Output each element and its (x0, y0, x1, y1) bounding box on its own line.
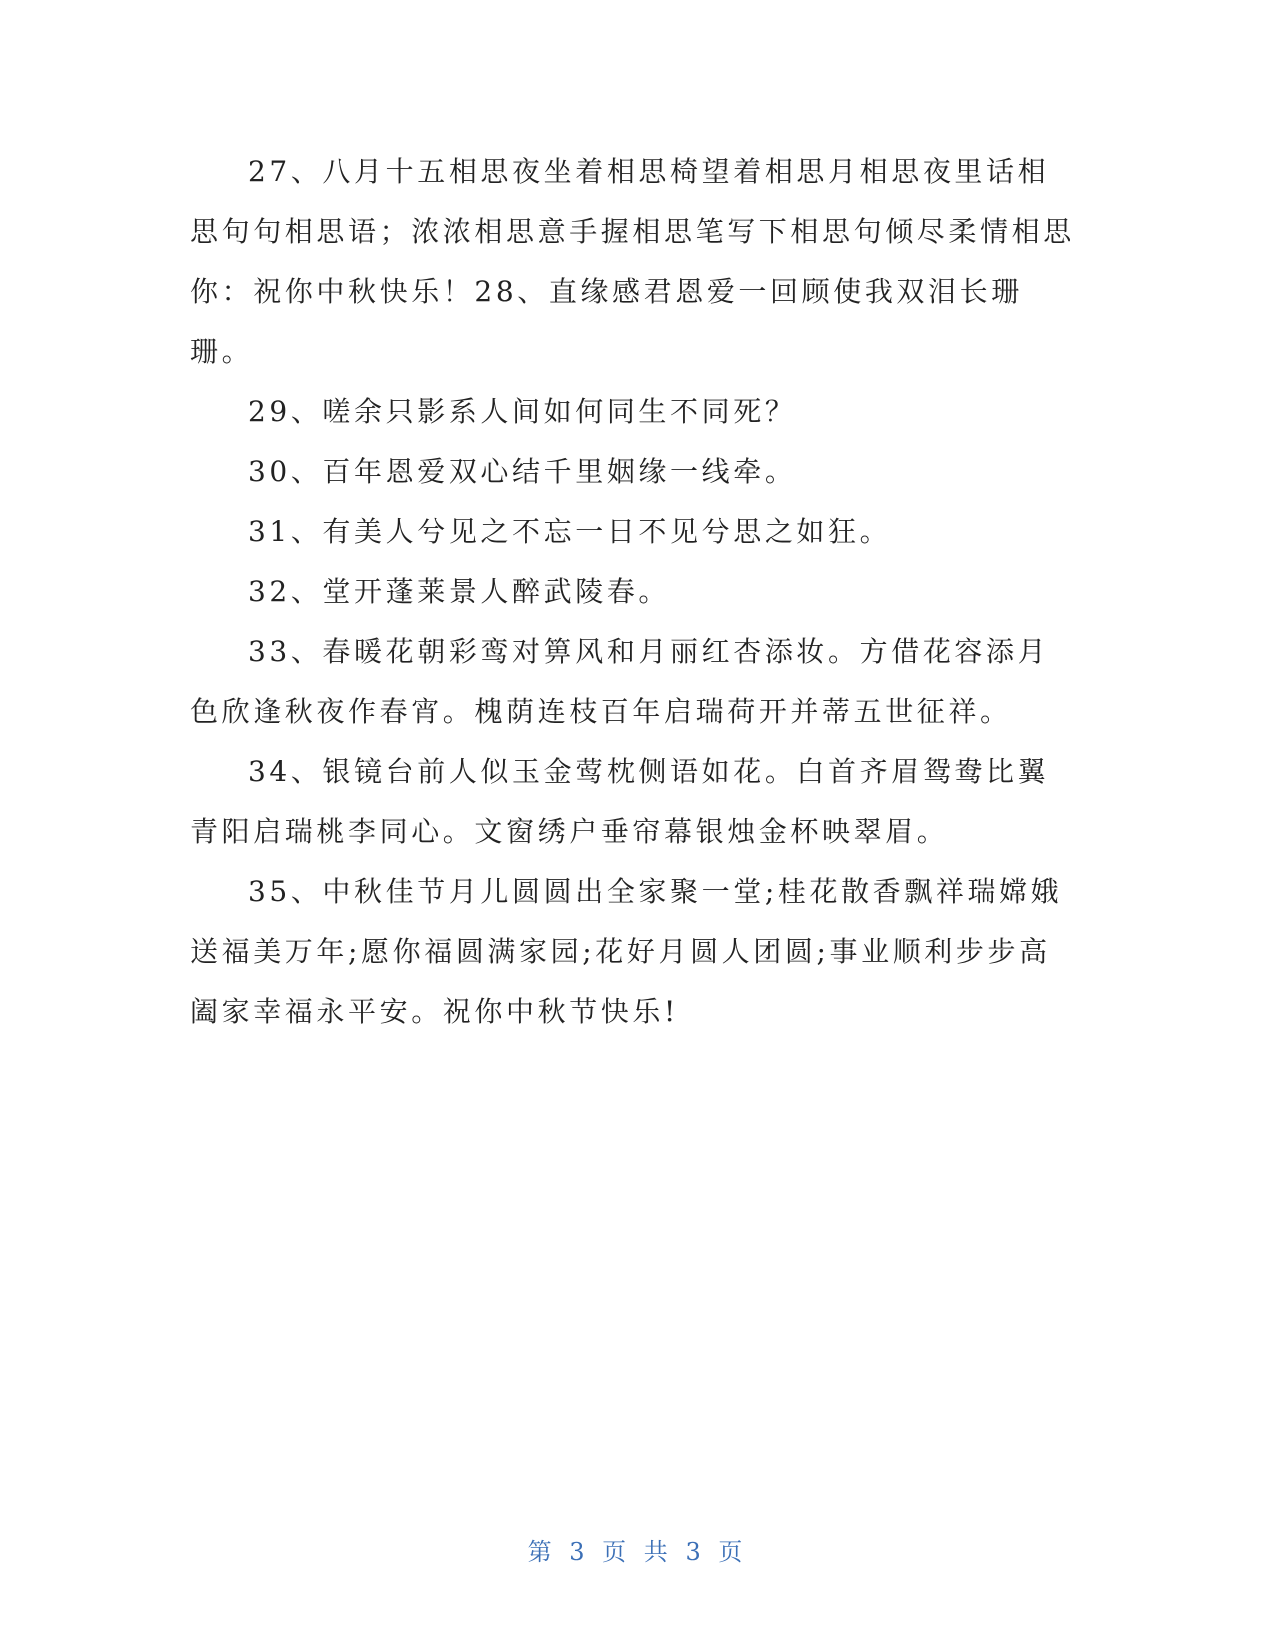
paragraph-34: 34、银镜台前人似玉金莺枕侧语如花。白首齐眉鸳鸯比翼青阳启瑞桃李同心。文窗绣户垂帘幕银烛金杯映翠眉。 (190, 755, 1050, 848)
paragraph-30: 30、百年恩爱双心结千里姻缘一线牵。 (248, 455, 797, 488)
document-body (190, 142, 1080, 1042)
paragraph-32: 32、堂开蓬莱景人醉武陵春。 (248, 575, 671, 608)
paragraph-33: 33、春暖花朝彩鸾对箅风和月丽红杏添妆。方借花容添月色欣逢秋夜作春宵。槐荫连枝百年启瑞荷开并蒂五世征祥。 (190, 635, 1050, 728)
paragraph-35: 35、中秋佳节月儿圆圆出全家聚一堂;桂花散香飘祥瑞嫦娥送福美万年;愿你福圆满家园;花好月圆人团圆;事业顺利步步高阖家幸福永平安。祝你中秋节快乐! (190, 875, 1063, 1028)
paragraph-31: 31、有美人兮见之不忘一日不见兮思之如狂。 (248, 515, 892, 548)
paragraph-29: 29、嗟余只影系人间如何同生不同死？ (248, 395, 797, 428)
page-number-footer: 第 3 页 共 3 页 (527, 1538, 748, 1566)
paragraph-27: 27、八月十五相思夜坐着相思椅望着相思月相思夜里话相思句句相思语；浓浓相思意手握相思笔写下相思句倾尽柔情相思你：祝你中秋快乐！28、直缘感君恩爱一回顾使我双泪长珊珊。 (190, 155, 1075, 368)
